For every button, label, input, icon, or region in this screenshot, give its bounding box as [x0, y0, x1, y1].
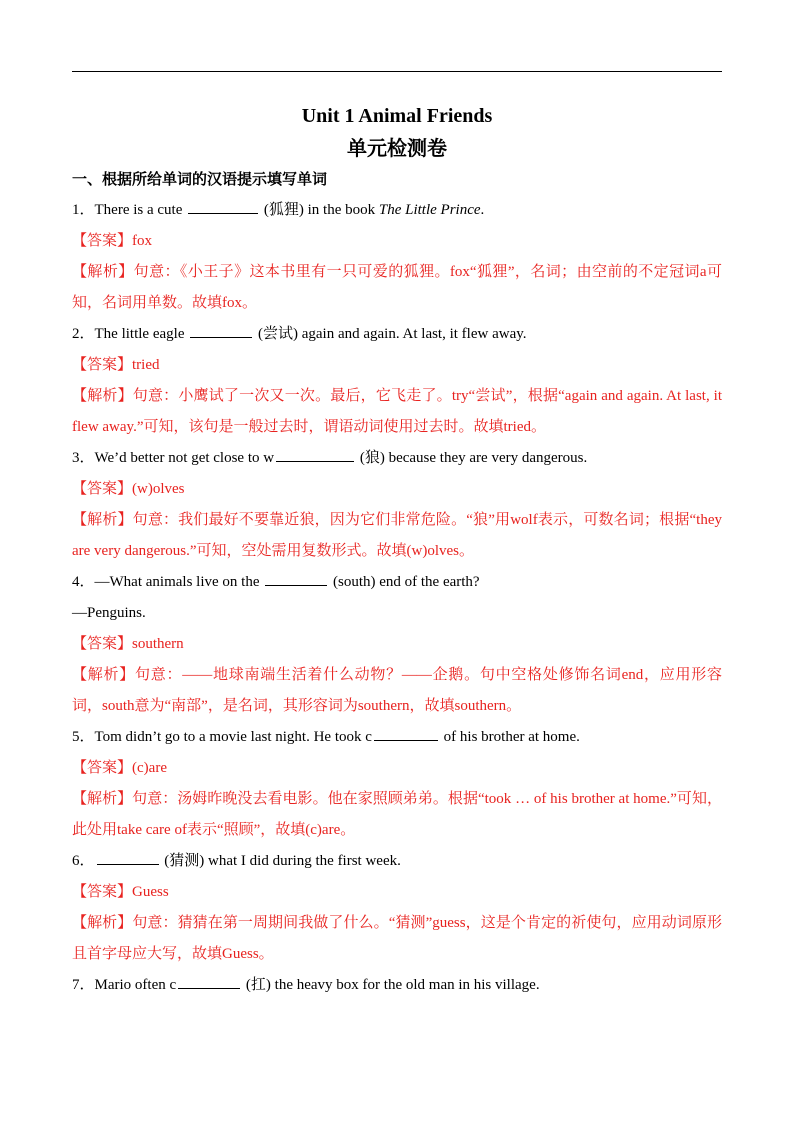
answer-blank[interactable] — [190, 336, 252, 338]
answer-6: 【答案】Guess — [72, 884, 169, 900]
answer-4: 【答案】southern — [72, 636, 184, 652]
question-5: 5．Tom didn’t go to a movie last night. He took c of his brother at home. — [72, 729, 580, 745]
explanation-2: 【解析】句意：小鹰试了一次又一次。最后，它飞走了。try“尝试”，根据“again and again. At last, it flew away.”可知，该句是一般过去时，谓语动词使用过去时。故填tried。 — [72, 388, 722, 435]
answer-blank[interactable] — [97, 863, 159, 865]
question-2: 2．The little eagle (尝试) again and again. At last, it flew away. — [72, 326, 527, 342]
question-6: 6． (猜测) what I did during the first week. — [72, 853, 401, 869]
explanation-5: 【解析】句意：汤姆昨晚没去看电影。他在家照顾弟弟。根据“took … of his brother at home.”可知，此处用take care of表示“照顾”，故填(c)are。 — [72, 791, 722, 838]
page-subtitle: 单元检测卷 — [347, 136, 447, 160]
explanation-6: 【解析】句意：猜猜在第一周期间我做了什么。“猜测”guess，这是个肯定的祈使句，应用动词原形且首字母应大写，故填Guess。 — [72, 915, 722, 962]
question-1: 1．There is a cute (狐狸) in the book The Little Prince. — [72, 202, 485, 218]
document-body — [72, 102, 722, 1001]
page-title: Unit 1 Animal Friends — [301, 105, 493, 127]
answer-blank[interactable] — [265, 584, 327, 586]
explanation-4: 【解析】句意：——地球南端生活着什么动物？——企鹅。句中空格处修饰名词end，应用形容词，south意为“南部”，是名词，其形容词为southern，故填southern。 — [72, 667, 722, 714]
section-heading: 一、根据所给单词的汉语提示填写单词 — [72, 170, 328, 188]
question-7: 7．Mario often c (扛) the heavy box for the old man in his village. — [72, 977, 540, 993]
answer-blank[interactable] — [178, 987, 240, 989]
answer-1: 【答案】fox — [72, 233, 153, 249]
question-3: 3．We’d better not get close to w (狼) because they are very dangerous. — [72, 450, 588, 466]
explanation-1: 【解析】句意：《小王子》这本书里有一只可爱的狐狸。fox“狐狸”，名词；由空前的不定冠词a可知，名词用单数。故填fox。 — [72, 264, 722, 311]
answer-3: 【答案】(w)olves — [72, 481, 185, 497]
header-rule — [72, 71, 722, 72]
answer-2: 【答案】tried — [72, 357, 160, 373]
answer-blank[interactable] — [188, 212, 258, 214]
explanation-3: 【解析】句意：我们最好不要靠近狼，因为它们非常危险。“狼”用wolf表示，可数名词；根据“they are very dangerous.”可知，空处需用复数形式。故填(w)olves。 — [72, 512, 722, 559]
question-4-reply: —Penguins. — [72, 605, 146, 621]
answer-blank[interactable] — [374, 739, 438, 741]
answer-5: 【答案】(c)are — [72, 760, 167, 776]
question-4: 4．—What animals live on the (south) end of the earth? — [72, 574, 480, 590]
answer-blank[interactable] — [276, 460, 354, 462]
